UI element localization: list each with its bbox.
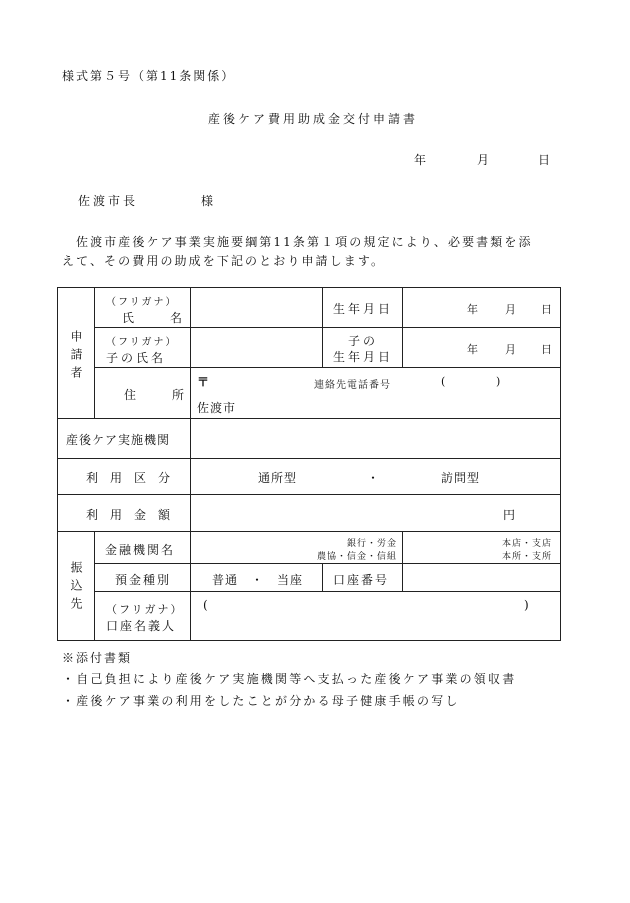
intro-line-2: えて、その費用の助成を下記のとおり申請します。 [62, 254, 386, 268]
usage-visit-option[interactable]: 訪問型 [441, 471, 481, 485]
facility-label: 産後ケア実施機関 [66, 433, 171, 447]
transfer-section-label: 振込先 [69, 561, 83, 615]
account-number-field[interactable] [403, 564, 559, 591]
applicant-birth-month: 月 [505, 303, 516, 316]
applicant-furigana-label: （フリガナ） [106, 297, 178, 308]
intro-line-1: 佐渡市産後ケア事業実施要綱第11条第１項の規定により、必要書類を添 [76, 235, 533, 249]
child-birth-month: 月 [505, 343, 516, 356]
phone-label: 連絡先電話番号 [314, 380, 391, 391]
applicant-section-label: 申請者 [69, 330, 83, 384]
child-name-field[interactable] [191, 328, 321, 367]
applicant-name-label: 氏 名 [122, 311, 195, 325]
date-month-label: 月 [477, 153, 490, 167]
usage-day-option[interactable]: 通所型 [258, 471, 298, 485]
applicant-name-field[interactable] [191, 288, 321, 327]
bank-types-1: 銀行・労金 [346, 539, 397, 549]
bank-label: 金融機関名 [105, 543, 176, 557]
holder-close-paren: ) [524, 598, 529, 612]
form-title: 産後ケア費用助成金交付申請書 [208, 112, 419, 126]
applicant-birth-year: 年 [467, 303, 478, 316]
address-label: 住 所 [124, 388, 197, 402]
applicant-birth-day: 日 [541, 303, 552, 316]
usage-type-label: 利用区分 [86, 471, 183, 485]
notes-item-receipt: ・自己負担により産後ケア実施機関等へ支払った産後ケア事業の領収書 [62, 672, 517, 686]
amount-unit: 円 [503, 508, 516, 522]
child-birth-day: 日 [541, 343, 552, 356]
applicant-birth-label: 生年月日 [333, 302, 394, 316]
phone-close-paren: ) [496, 375, 501, 388]
holder-field[interactable] [212, 594, 520, 638]
amount-field[interactable] [191, 495, 491, 530]
usage-separator: ・ [367, 471, 380, 485]
date-year-label: 年 [414, 153, 427, 167]
holder-furigana-label: （フリガナ） [106, 603, 184, 616]
addressee-honorific: 様 [201, 194, 214, 208]
holder-open-paren: ( [203, 598, 208, 612]
account-number-label: 口座番号 [333, 573, 390, 587]
postal-mark: 〒 [197, 375, 210, 389]
child-birth-year: 年 [467, 343, 478, 356]
branch-types-2: 本所・支所 [501, 552, 552, 562]
account-type-label: 預金種別 [115, 573, 172, 587]
form-number: 様式第５号（第11条関係） [62, 69, 236, 83]
branch-types-1: 本店・支店 [501, 539, 552, 549]
facility-field[interactable] [191, 419, 559, 458]
date-day-label: 日 [538, 153, 551, 167]
amount-label: 利用金額 [86, 508, 183, 522]
notes-item-handbook: ・産後ケア事業の利用をしたことが分かる母子健康手帳の写し [62, 694, 460, 708]
child-birth-label-2: 生年月日 [333, 350, 394, 364]
holder-label: 口座名義人 [106, 619, 177, 633]
child-birth-label-1: 子の [348, 334, 379, 348]
child-furigana-label: （フリガナ） [106, 337, 178, 348]
phone-open-paren: ( [441, 375, 446, 388]
bank-types-2: 農協・信金・信組 [316, 552, 397, 562]
child-name-label: 子の氏名 [106, 351, 167, 365]
addressee-name: 佐渡市長 [78, 194, 139, 208]
notes-heading: ※添付書類 [62, 651, 133, 665]
address-city: 佐渡市 [197, 401, 237, 415]
account-type-options[interactable]: 普通 ・ 当座 [212, 573, 304, 587]
